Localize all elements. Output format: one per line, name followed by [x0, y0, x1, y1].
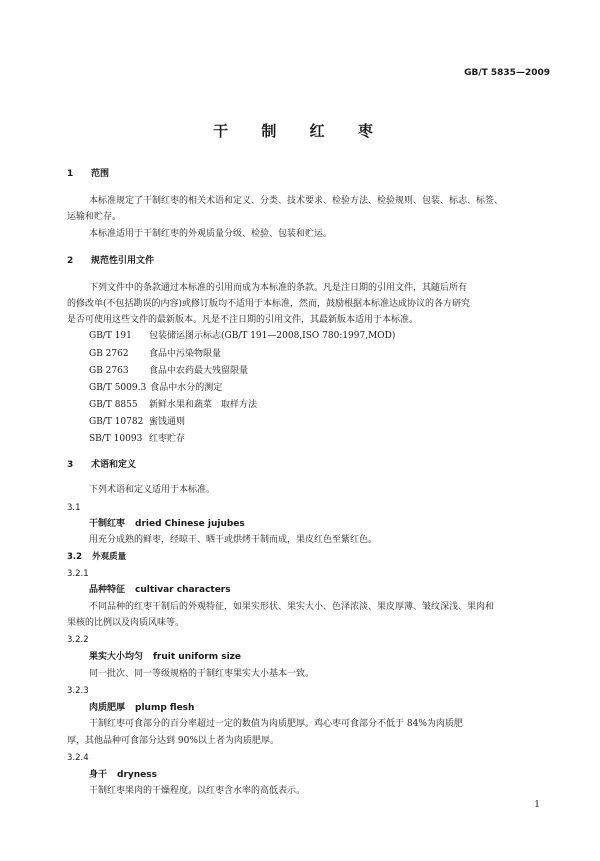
term-3-2-2	[89, 651, 241, 663]
clause-3-2-heading	[67, 551, 126, 563]
term-3-2-3	[89, 702, 194, 714]
term-chinese: 肉质肥厚	[89, 703, 126, 713]
clause-3-2-4-number: 3.2.4	[67, 753, 89, 763]
standard-code: GB/T 5835—2009	[464, 68, 550, 78]
clause-3-1-number: 3.1	[67, 503, 81, 513]
section-number: 3	[67, 460, 74, 470]
term-chinese: 果实大小均匀	[89, 652, 144, 662]
section-title: 术语和定义	[91, 460, 137, 470]
term-3-2-1	[89, 584, 231, 596]
section-1-para-2: 本标准适用于干制红枣的外观质量分级、检验、包装和贮运。	[89, 229, 333, 239]
term-chinese: 身干	[89, 770, 108, 780]
reference-title: 包装储运图示标志(GB/T 191—2008,ISO 780:1997,MOD)	[149, 331, 396, 341]
definition-3-2-1-line-1: 不同品种的红枣干制后的外观特征，如果实形状、果实大小、色泽浓淡、果皮厚薄、皱纹深浅、果肉和	[89, 602, 495, 612]
reference-code: GB/T 8855	[89, 400, 138, 410]
clause-title: 外观质量	[92, 552, 127, 562]
definition-3-2-4: 干制红枣果肉的干燥程度。以红枣含水率的高低表示。	[89, 786, 306, 796]
reference-code: SB/T 10093	[89, 434, 143, 444]
reference-title: 食品中农药最大残留限量	[149, 366, 249, 376]
clause-3-2-2-number: 3.2.2	[67, 635, 89, 645]
reference-item	[89, 399, 257, 411]
reference-item	[89, 348, 221, 360]
term-chinese: 干制红枣	[89, 519, 126, 529]
section-1-para-1-line-1: 本标准规定了干制红枣的相关术语和定义、分类、技术要求、检验方法、检验规则、包装、标志、标签、	[89, 196, 504, 206]
term-english: cultivar characters	[135, 585, 231, 595]
section-number: 1	[67, 169, 74, 179]
section-2-para-line-2: 的修改单(不包括勘误的内容)或修订版均不适用于本标准，然而，鼓励根据本标准达成协议的各方研究	[67, 299, 471, 309]
reference-title: 蜜饯通则	[149, 417, 186, 427]
definition-3-2-3-line-2: 厚，其他品种可食部分达到 90%以上者为肉质肥厚。	[67, 736, 279, 746]
reference-item	[89, 330, 395, 342]
reference-title: 食品中污染物限量	[149, 349, 222, 359]
term-3-1	[89, 518, 245, 530]
definition-3-1: 用充分成熟的鲜枣，经晾干、晒干或烘烤干制而成，果皮红色至紫红色。	[89, 535, 378, 545]
section-2-heading	[67, 255, 154, 267]
section-1-heading	[67, 168, 109, 180]
section-number: 2	[67, 256, 74, 266]
definition-3-2-2: 同一批次、同一等级规格的干制红枣果实大小基本一致。	[89, 669, 315, 679]
page-number: 1	[534, 800, 540, 810]
term-3-2-4	[89, 769, 157, 781]
reference-title: 红枣贮存	[149, 434, 186, 444]
term-english: fruit uniform size	[153, 652, 242, 662]
reference-title: 食品中水分的测定	[150, 383, 223, 393]
reference-item	[89, 433, 185, 445]
section-3-heading	[67, 459, 136, 471]
document-title: 干 制 红 枣	[213, 122, 387, 140]
section-title: 规范性引用文件	[91, 256, 155, 266]
section-2-para-line-3: 是否可使用这些文件的最新版本。凡是不注日期的引用文件，其最新版本适用于本标准。	[67, 315, 419, 325]
definition-3-2-1-line-2: 果核的比例以及肉质风味等。	[67, 618, 185, 628]
section-1-para-1-line-2: 运输和贮存。	[67, 212, 122, 222]
reference-code: GB/T 10782	[89, 417, 144, 427]
term-english: dryness	[117, 770, 157, 780]
definition-3-2-3-line-1: 干制红枣可食部分的百分率超过一定的数值为肉质肥厚。鸡心枣可食部分不低于 84%为肉质肥	[89, 719, 463, 729]
reference-code: GB 2763	[89, 366, 129, 376]
reference-item	[89, 382, 222, 394]
reference-item	[89, 365, 248, 377]
section-3-intro: 下列术语和定义适用于本标准。	[89, 485, 216, 495]
reference-item	[89, 416, 185, 428]
section-title: 范围	[91, 169, 110, 179]
clause-number: 3.2	[67, 552, 83, 562]
reference-title: 新鲜水果和蔬菜 取样方法	[149, 400, 258, 410]
reference-code: GB/T 5009.3	[89, 383, 147, 393]
term-english: plump flesh	[135, 703, 195, 713]
reference-code: GB/T 191	[89, 331, 132, 341]
clause-3-2-3-number: 3.2.3	[67, 686, 89, 696]
term-chinese: 品种特征	[89, 585, 126, 595]
term-english: dried Chinese jujubes	[135, 519, 245, 529]
reference-code: GB 2762	[89, 349, 129, 359]
clause-3-2-1-number: 3.2.1	[67, 569, 89, 579]
section-2-para-line-1: 下列文件中的条款通过本标准的引用而成为本标准的条款。凡是注日期的引用文件，其随后所有	[89, 283, 468, 293]
